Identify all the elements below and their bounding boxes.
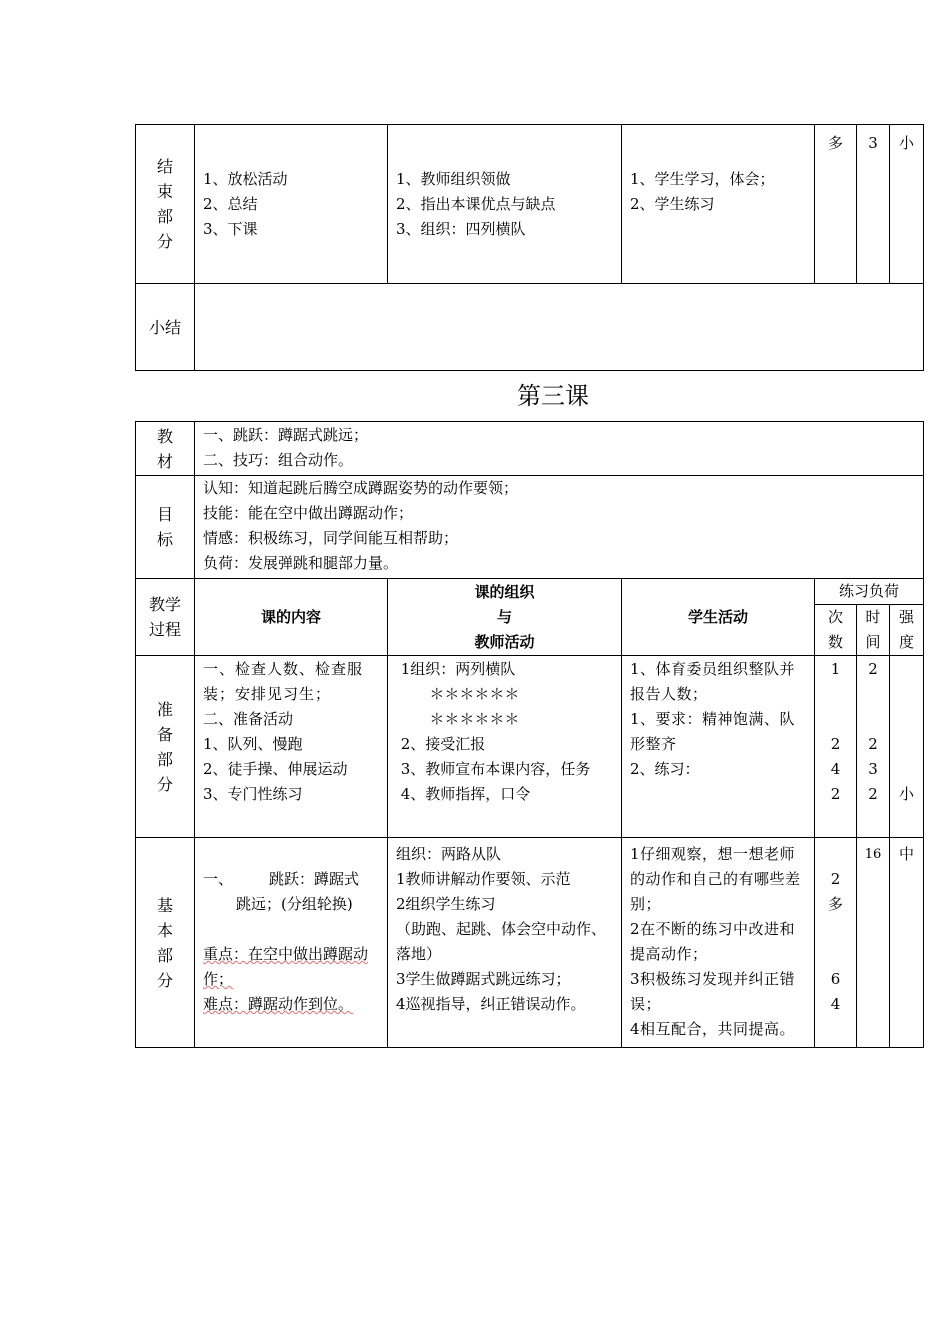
- prep-intensity-value: 小: [899, 785, 915, 803]
- basic-item-text: 跳远；(分组轮换): [236, 895, 353, 913]
- prep-organization: [388, 656, 622, 838]
- prep-org-line: 3、教师宣布本课内容，任务: [396, 760, 591, 778]
- label-char: 部: [156, 749, 173, 769]
- end-student-cell: [622, 125, 815, 284]
- prep-time: [857, 656, 890, 838]
- basic-count-value: 4: [830, 995, 841, 1013]
- label-char: 束: [156, 182, 173, 201]
- prep-time-value: 2: [868, 660, 878, 678]
- material-line: 一、跳跃：蹲踞式跳远；: [203, 426, 369, 444]
- prep-content-line: 1、队列、慢跑: [203, 735, 303, 753]
- student-line: 1、学生学习，体会；: [630, 170, 775, 188]
- header-process: [136, 579, 195, 656]
- prep-intensity-value: [890, 682, 923, 707]
- content-line: 2、总结: [203, 195, 258, 213]
- prep-content: [195, 656, 388, 838]
- basic-difficulty: 难点：蹲踞动作到位。: [203, 995, 354, 1013]
- header-process-line: 过程: [148, 620, 181, 639]
- material-content: [195, 422, 924, 476]
- prep-intensity-value: [890, 732, 923, 757]
- end-content-cell: [195, 125, 388, 284]
- content-line: 3、下课: [203, 220, 258, 238]
- prep-student: [622, 656, 815, 838]
- end-teacher-cell: [388, 125, 622, 284]
- goal-content: [195, 476, 924, 579]
- basic-count-value: [815, 942, 856, 967]
- header-org-line: 课的组织: [474, 582, 535, 601]
- goal-label: [136, 476, 195, 579]
- basic-content: [195, 838, 388, 1048]
- basic-count: [815, 838, 857, 1048]
- label-char: 本: [156, 920, 173, 940]
- header-org-line: 教师活动: [474, 632, 535, 651]
- label-char: 目: [156, 505, 173, 524]
- lesson-title: 第三课: [517, 382, 589, 410]
- prep-content-line: 2、徒手操、伸展运动: [203, 760, 348, 778]
- basic-student: [622, 838, 815, 1048]
- header-student: 学生活动: [622, 579, 815, 656]
- header-count-char: 次: [827, 608, 843, 626]
- prep-content-line: 3、专门性练习: [203, 785, 303, 803]
- basic-student-line: 1仔细观察，想一想老师的动作和自己的有哪些差别；: [630, 845, 801, 913]
- basic-item-number: 一、: [203, 870, 234, 888]
- header-load: 练习负荷: [815, 579, 924, 605]
- header-time: [857, 605, 890, 656]
- header-intensity-char: 强: [899, 608, 915, 626]
- prep-count-value: 4: [830, 760, 841, 778]
- header-time-char: 间: [865, 633, 881, 651]
- header-time-char: 时: [865, 608, 881, 626]
- label-char: 基: [156, 895, 173, 915]
- prep-time-value: 3: [868, 760, 878, 778]
- prep-org-line: 2、接受汇报: [396, 735, 486, 753]
- label-char: 材: [156, 451, 173, 471]
- prep-content-line: 二、准备活动: [203, 710, 294, 728]
- prep-time-value: 2: [868, 735, 878, 753]
- label-char: 教: [156, 426, 173, 446]
- prep-count-value: 1: [830, 660, 841, 678]
- summary-label: 小结: [136, 284, 195, 371]
- end-section-label: [136, 125, 195, 284]
- prep-org-formation: ＊＊＊＊＊＊: [396, 685, 520, 703]
- label-char: 备: [156, 724, 173, 744]
- end-section-table: [135, 124, 924, 371]
- prep-count-value: [815, 682, 856, 707]
- prep-count: [815, 656, 857, 838]
- basic-org-line: 4巡视指导，纠正错误动作。: [396, 995, 586, 1013]
- basic-count-value: 6: [830, 970, 841, 988]
- header-intensity-char: 度: [899, 633, 915, 651]
- prep-org-formation: ＊＊＊＊＊＊: [396, 710, 520, 728]
- material-label: [136, 422, 195, 476]
- header-process-line: 教学: [148, 595, 181, 614]
- goal-line: 技能：能在空中做出蹲踞动作；: [203, 504, 414, 522]
- basic-count-value: 2: [830, 870, 841, 888]
- label-char: 部: [156, 945, 173, 965]
- prep-time-value: [857, 682, 889, 707]
- basic-org-line: 组织：两路从队: [396, 845, 502, 863]
- prep-intensity: [890, 656, 924, 838]
- prep-intensity-value: [890, 757, 923, 782]
- prep-org-line: 1组织：两列横队: [396, 660, 516, 678]
- label-char: 部: [156, 207, 173, 226]
- end-intensity-cell: 小: [890, 125, 924, 284]
- header-org-line: 与: [496, 607, 512, 626]
- teacher-line: 1、教师组织领做: [396, 170, 511, 188]
- prep-count-value: 2: [830, 785, 841, 803]
- basic-intensity: 中: [890, 838, 924, 1048]
- basic-student-line: 2在不断的练习中改进和提高动作；: [630, 920, 796, 963]
- header-count: [815, 605, 857, 656]
- basic-key-point: 重点：在空中做出蹲踞动作；: [203, 945, 369, 988]
- header-content: 课的内容: [195, 579, 388, 656]
- prep-content-line: 一、检查人数、检查服装；安排见习生；: [203, 660, 364, 703]
- label-char: 准: [156, 699, 173, 719]
- basic-content-item: [203, 867, 381, 917]
- summary-content: [195, 284, 924, 371]
- basic-count-value: 多: [827, 895, 843, 913]
- prep-time-value: 2: [868, 785, 878, 803]
- end-count-cell: 多: [815, 125, 857, 284]
- basic-org-line: （助跑、起跳、体会空中动作、落地）: [396, 920, 607, 963]
- prep-intensity-value: [890, 707, 923, 732]
- label-char: 标: [156, 530, 173, 549]
- goal-line: 认知：知道起跳后腾空成蹲踞姿势的动作要领；: [203, 479, 519, 497]
- prep-count-value: 2: [830, 735, 841, 753]
- label-char: 分: [156, 774, 173, 794]
- label-char: 分: [156, 970, 173, 990]
- goal-line: 负荷：发展弹跳和腿部力量。: [203, 554, 399, 572]
- teacher-line: 2、指出本课优点与缺点: [396, 195, 556, 213]
- label-char: 结: [156, 157, 173, 176]
- basic-student-line: 3积极练习发现并纠正错误；: [630, 970, 796, 1013]
- basic-time: 16: [857, 838, 890, 1048]
- header-intensity: [890, 605, 924, 656]
- basic-item-text: 跳跃：蹲踞式: [269, 870, 360, 888]
- student-line: 2、学生练习: [630, 195, 715, 213]
- header-organization: [388, 579, 622, 656]
- basic-student-line: 4相互配合，共同提高。: [630, 1020, 796, 1038]
- content-line: 1、放松活动: [203, 170, 288, 188]
- prep-label: [136, 656, 195, 838]
- prep-time-value: [857, 707, 889, 732]
- basic-org-line: 1教师讲解动作要领、示范: [396, 870, 571, 888]
- prep-org-line: 4、教师指挥，口令: [396, 785, 531, 803]
- prep-student-line: 1、要求：精神饱满、队形整齐: [630, 710, 796, 753]
- basic-organization: [388, 838, 622, 1048]
- prep-student-line: 2、练习：: [630, 760, 700, 778]
- end-time-cell: 3: [857, 125, 890, 284]
- lesson-plan-table: [135, 421, 924, 1048]
- prep-count-value: [815, 707, 856, 732]
- basic-label: [136, 838, 195, 1048]
- material-line: 二、技巧：组合动作。: [203, 451, 354, 469]
- basic-count-value: [815, 917, 856, 942]
- header-count-char: 数: [827, 633, 843, 651]
- basic-org-line: 2组织学生练习: [396, 895, 496, 913]
- prep-student-line: 1、体育委员组织整队并报告人数；: [630, 660, 796, 703]
- label-char: 分: [156, 232, 173, 251]
- basic-org-line: 3学生做蹲踞式跳远练习；: [396, 970, 571, 988]
- teacher-line: 3、组织：四列横队: [396, 220, 526, 238]
- goal-line: 情感：积极练习，同学间能互相帮助；: [203, 529, 459, 547]
- prep-intensity-value: [890, 657, 923, 682]
